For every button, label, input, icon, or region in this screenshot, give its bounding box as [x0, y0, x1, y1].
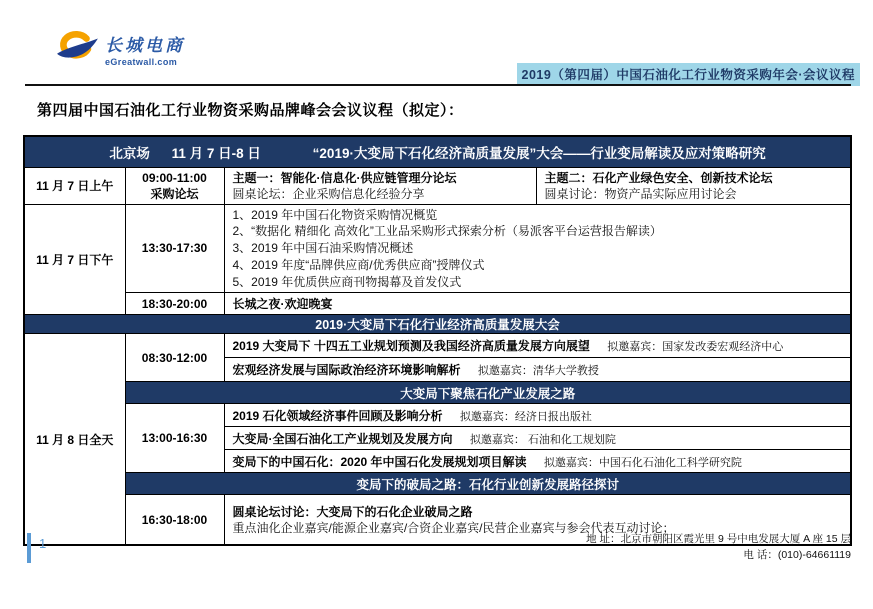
theme2-title: 主题二：石化产业绿色安全、创新技术论坛	[544, 170, 773, 185]
cell-afternoon-session-2	[224, 427, 851, 450]
logo-name: 长城电商	[105, 36, 185, 55]
row-day1-morning	[24, 167, 851, 204]
focus-banner: 大变局下聚焦石化产业发展之路	[125, 382, 851, 404]
session-title-text: 2019 大变局下 十四五工业规划预测及我国经济高质量发展方向展望	[232, 339, 590, 354]
row-focus-banner	[24, 382, 851, 404]
session-venue: 北京场	[109, 145, 150, 161]
row-day2-morning-1	[24, 334, 851, 358]
session-title-text: 宏观经济发展与国际政治经济环境影响解析	[232, 363, 461, 378]
cell-morning-session-1	[224, 334, 851, 358]
cell-theme2	[536, 167, 851, 204]
cell-afternoon-session-3	[224, 450, 851, 473]
session-guest: 拟邀嘉宾：经济日报出版社	[459, 410, 592, 423]
conference-banner: 2019·大变局下石化行业经济高质量发展大会	[24, 315, 851, 334]
cell-theme1	[224, 167, 536, 204]
cell-afternoon-session-1	[224, 404, 851, 427]
page-title: 第四届中国石油化工行业物资采购品牌峰会会议议程（拟定）：	[37, 102, 464, 119]
cell-date-day1-morning: 11 月 7 日上午	[24, 167, 125, 204]
footer-contact	[586, 531, 851, 563]
roundtable-desc: 重点油化企业嘉宾/能源企业嘉宾/合资企业嘉宾/民营企业嘉宾与参会代表互动讨论；	[232, 520, 675, 535]
forum-label: 采购论坛	[150, 186, 199, 201]
session-title-text: 大变局·全国石油化工产业规划及发展方向	[232, 431, 453, 446]
footer-address: 地 址：北京市朝阳区霞光里 9 号中电发展大厦 A 座 15 层	[586, 533, 851, 545]
agenda-item: 1、2019 年中国石化物资采购情况概览	[232, 207, 438, 222]
session-guest: 拟邀嘉宾：中国石化石油化工科学研究院	[543, 456, 742, 469]
time-value: 09:00-11:00	[142, 170, 207, 185]
row-day1-evening	[24, 293, 851, 315]
breakthrough-banner: 变局下的破局之路：石化行业创新发展路径探讨	[125, 473, 851, 495]
roundtable-title: 圆桌论坛讨论：大变局下的石化企业破局之路	[232, 504, 473, 519]
session-guest: 拟邀嘉宾：清华大学教授	[477, 365, 599, 378]
session-title: “2019·大变局下石化经济高质量发展”大会——行业变局解读及应对策略研究	[312, 145, 766, 161]
cell-time-day2-afternoon: 13:00-16:30	[125, 404, 224, 473]
cell-day1-afternoon-items	[224, 204, 851, 293]
row-day1-afternoon	[24, 204, 851, 293]
egreatwall-logo	[54, 30, 185, 68]
header-divider	[25, 84, 851, 86]
session-dates: 11 月 7 日-8 日	[171, 145, 261, 161]
agenda-table	[23, 135, 852, 546]
page-number-accent-bar	[27, 533, 31, 563]
egreatwall-logo-icon	[54, 30, 100, 68]
agenda-item: 3、2019 年中国石油采购情况概述	[232, 241, 414, 256]
session-header-cell	[24, 136, 851, 167]
cell-time-roundtable: 16:30-18:00	[125, 495, 224, 545]
theme1-title: 主题一：智能化·信息化·供应链管理分论坛	[232, 170, 457, 185]
agenda-item: 2、“数据化 精细化 高效化”工业品采购形式探索分析（易派客平台运营报告解读）	[232, 224, 662, 239]
cell-date-day1-afternoon: 11 月 7 日下午	[24, 204, 125, 315]
session-guest: 拟邀嘉宾： 石油和化工规划院	[469, 433, 616, 446]
cell-time-day1-morning	[125, 167, 224, 204]
session-title-text: 2019 石化领域经济事件回顾及影响分析	[232, 408, 443, 423]
page-number: 1	[39, 536, 47, 551]
session-guest: 拟邀嘉宾：国家发改委宏观经济中心	[607, 341, 784, 354]
footer-phone: 电 话：(010)-64661119	[743, 549, 851, 561]
session-header-row	[24, 136, 851, 167]
theme1-sub: 圆桌论坛：企业采购信息化经验分享	[232, 186, 425, 201]
agenda-item: 5、2019 年优质供应商刊物揭幕及首发仪式	[232, 274, 462, 289]
row-day2-afternoon-1	[24, 404, 851, 427]
document-header-banner: 2019（第四届）中国石油化工行业物资采购年会·会议议程	[517, 63, 860, 86]
cell-time-day1-afternoon: 13:30-17:30	[125, 204, 224, 293]
cell-time-day1-evening: 18:30-20:00	[125, 293, 224, 315]
agenda-item: 4、2019 年度“品牌供应商/优秀供应商”授牌仪式	[232, 257, 485, 272]
cell-date-day2: 11 月 8 日全天	[24, 334, 125, 545]
row-conference-banner	[24, 315, 851, 334]
cell-evening-event: 长城之夜·欢迎晚宴	[224, 293, 851, 315]
row-breakthrough-banner	[24, 473, 851, 495]
cell-time-day2-morning: 08:30-12:00	[125, 334, 224, 382]
logo-text	[105, 31, 185, 67]
theme2-sub: 圆桌讨论：物资产品实际应用讨论会	[544, 186, 737, 201]
cell-morning-session-2	[224, 358, 851, 382]
session-title-text: 变局下的中国石化：2020 年中国石化发展规划项目解读	[232, 454, 527, 469]
logo-domain: eGreatwall.com	[105, 57, 178, 67]
